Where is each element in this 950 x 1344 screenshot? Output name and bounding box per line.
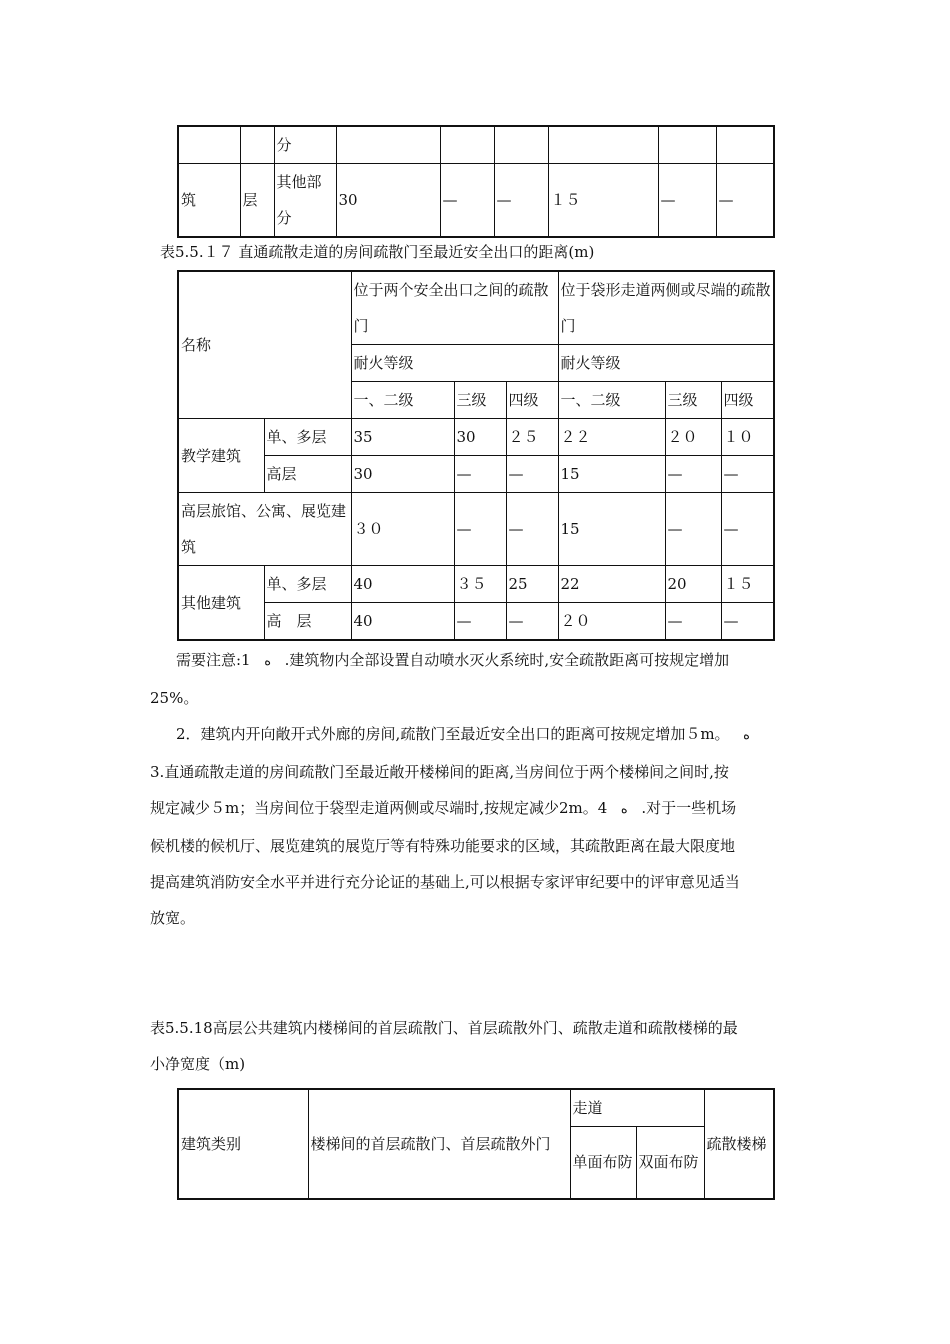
cell (658, 126, 716, 164)
note-3-line-2 (150, 790, 810, 828)
note-4-line-1: 候机楼的候机厅、展览建筑的展览厅等有特殊功能要求的区域，其疏散距离在最大限度地 (150, 837, 736, 855)
bullet-glyph-icon: ه (620, 802, 628, 817)
cell: 筑 (178, 164, 240, 238)
cell: 20 (665, 566, 721, 603)
bullet-glyph-icon: ه (264, 654, 272, 669)
note-1-text: .建筑物内全部设置自动喷水灭火系统时,安全疏散距离可按规定增加 (284, 651, 730, 669)
cell: ２５ (506, 419, 558, 456)
header-fire-rating: 耐火等级 (351, 345, 558, 382)
cell: ２２ (558, 419, 665, 456)
row-category: 教学建筑 (178, 419, 264, 493)
bullet-glyph-icon: ه (743, 728, 750, 743)
cell: ３５ (454, 566, 506, 603)
cell: — (506, 493, 558, 566)
cell: — (721, 493, 774, 566)
header-level: 一、二级 (351, 382, 454, 419)
note-1-start: 需要注意:1 (176, 651, 251, 669)
header-corridor: 走道 (570, 1089, 704, 1127)
header-single-side: 单面布防 (570, 1127, 636, 1199)
cell: 25 (506, 566, 558, 603)
cell: — (454, 493, 506, 566)
cell: — (506, 456, 558, 493)
cell: — (665, 456, 721, 493)
cell: １５ (548, 164, 658, 238)
header-level: 三级 (665, 382, 721, 419)
table-caption-5-5-18 (150, 1010, 820, 1082)
header-first-floor-doors: 楼梯间的首层疏散门、首层疏散外门 (308, 1089, 570, 1199)
cell: 15 (558, 456, 665, 493)
cell: — (658, 164, 716, 238)
cell: 22 (558, 566, 665, 603)
cell (494, 126, 548, 164)
cell: — (506, 603, 558, 641)
notes-block (150, 642, 810, 936)
cell: — (716, 164, 774, 238)
cell: — (440, 164, 494, 238)
cell: 层 (240, 164, 274, 238)
table-caption-5-5-17: 表5.5.１７ 直通疏散走道的房间疏散门至最近安全出口的距离(m) (160, 243, 595, 261)
cell (716, 126, 774, 164)
note-2-line (150, 716, 810, 754)
cell: 30 (351, 456, 454, 493)
cell: ２０ (558, 603, 665, 641)
cell (548, 126, 658, 164)
cell: — (454, 603, 506, 641)
row-category: 其他建筑 (178, 566, 264, 641)
header-level: 一、二级 (558, 382, 665, 419)
cell: 其他部分 (274, 164, 336, 238)
cell: 35 (351, 419, 454, 456)
cell: 分 (274, 126, 336, 164)
header-building-type: 建筑类别 (178, 1089, 308, 1199)
note-4-start: .对于一些机场 (641, 799, 737, 817)
header-double-side: 双面布防 (636, 1127, 704, 1199)
cell: １５ (721, 566, 774, 603)
cell: 15 (558, 493, 665, 566)
row-sub: 单、多层 (264, 419, 351, 456)
cell: １０ (721, 419, 774, 456)
caption-line-2: 小净宽度（m) (150, 1055, 246, 1073)
table-5-5-18 (177, 1088, 775, 1200)
header-name: 名称 (178, 271, 351, 419)
note-3-line-1: 3.直通疏散走道的房间疏散门至最近敞开楼梯间的距离,当房间位于两个楼梯间之间时,按 (150, 763, 729, 781)
cell: ３０ (351, 493, 454, 566)
cell (240, 126, 274, 164)
cell: ２０ (665, 419, 721, 456)
cell: — (721, 456, 774, 493)
cell: — (665, 603, 721, 641)
cell: — (665, 493, 721, 566)
note-4-line-2: 提高建筑消防安全水平并进行充分论证的基础上,可以根据专家评审纪要中的评审意见适当 (150, 873, 740, 891)
row-sub: 高 层 (264, 603, 351, 641)
row-sub: 单、多层 (264, 566, 351, 603)
note-4-line-3: 放宽。 (150, 909, 196, 927)
cell: 40 (351, 603, 454, 641)
note-1-line-2: 25%。 (150, 689, 199, 707)
header-level: 四级 (721, 382, 774, 419)
cell (440, 126, 494, 164)
cell: — (721, 603, 774, 641)
caption-line-1: 表5.5.18高层公共建筑内楼梯间的首层疏散门、首层疏散外门、疏散走道和疏散楼梯的最 (150, 1019, 738, 1037)
cell: 30 (454, 419, 506, 456)
row-sub: 高层 (264, 456, 351, 493)
table-top-partial (177, 125, 775, 238)
cell: — (494, 164, 548, 238)
header-level: 四级 (506, 382, 558, 419)
header-dead-end: 位于袋形走道两侧或尽端的疏散门 (558, 271, 774, 345)
cell: 30 (336, 164, 440, 238)
header-level: 三级 (454, 382, 506, 419)
row-category: 高层旅馆、公寓、展览建筑 (178, 493, 351, 566)
table-5-5-17 (177, 270, 775, 641)
header-fire-rating: 耐火等级 (558, 345, 774, 382)
cell: — (454, 456, 506, 493)
header-stairs: 疏散楼梯 (704, 1089, 774, 1199)
cell (336, 126, 440, 164)
header-between-exits: 位于两个安全出口之间的疏散门 (351, 271, 558, 345)
note-1-line (150, 642, 810, 680)
note-2-text: 2．建筑内开向敞开式外廊的房间,疏散门至最近安全出口的距离可按规定增加５m。 (176, 725, 730, 743)
note-3-text: 规定减少５m；当房间位于袋型走道两侧或尽端时,按规定减少2m。4 (150, 799, 608, 817)
cell (178, 126, 240, 164)
cell: 40 (351, 566, 454, 603)
